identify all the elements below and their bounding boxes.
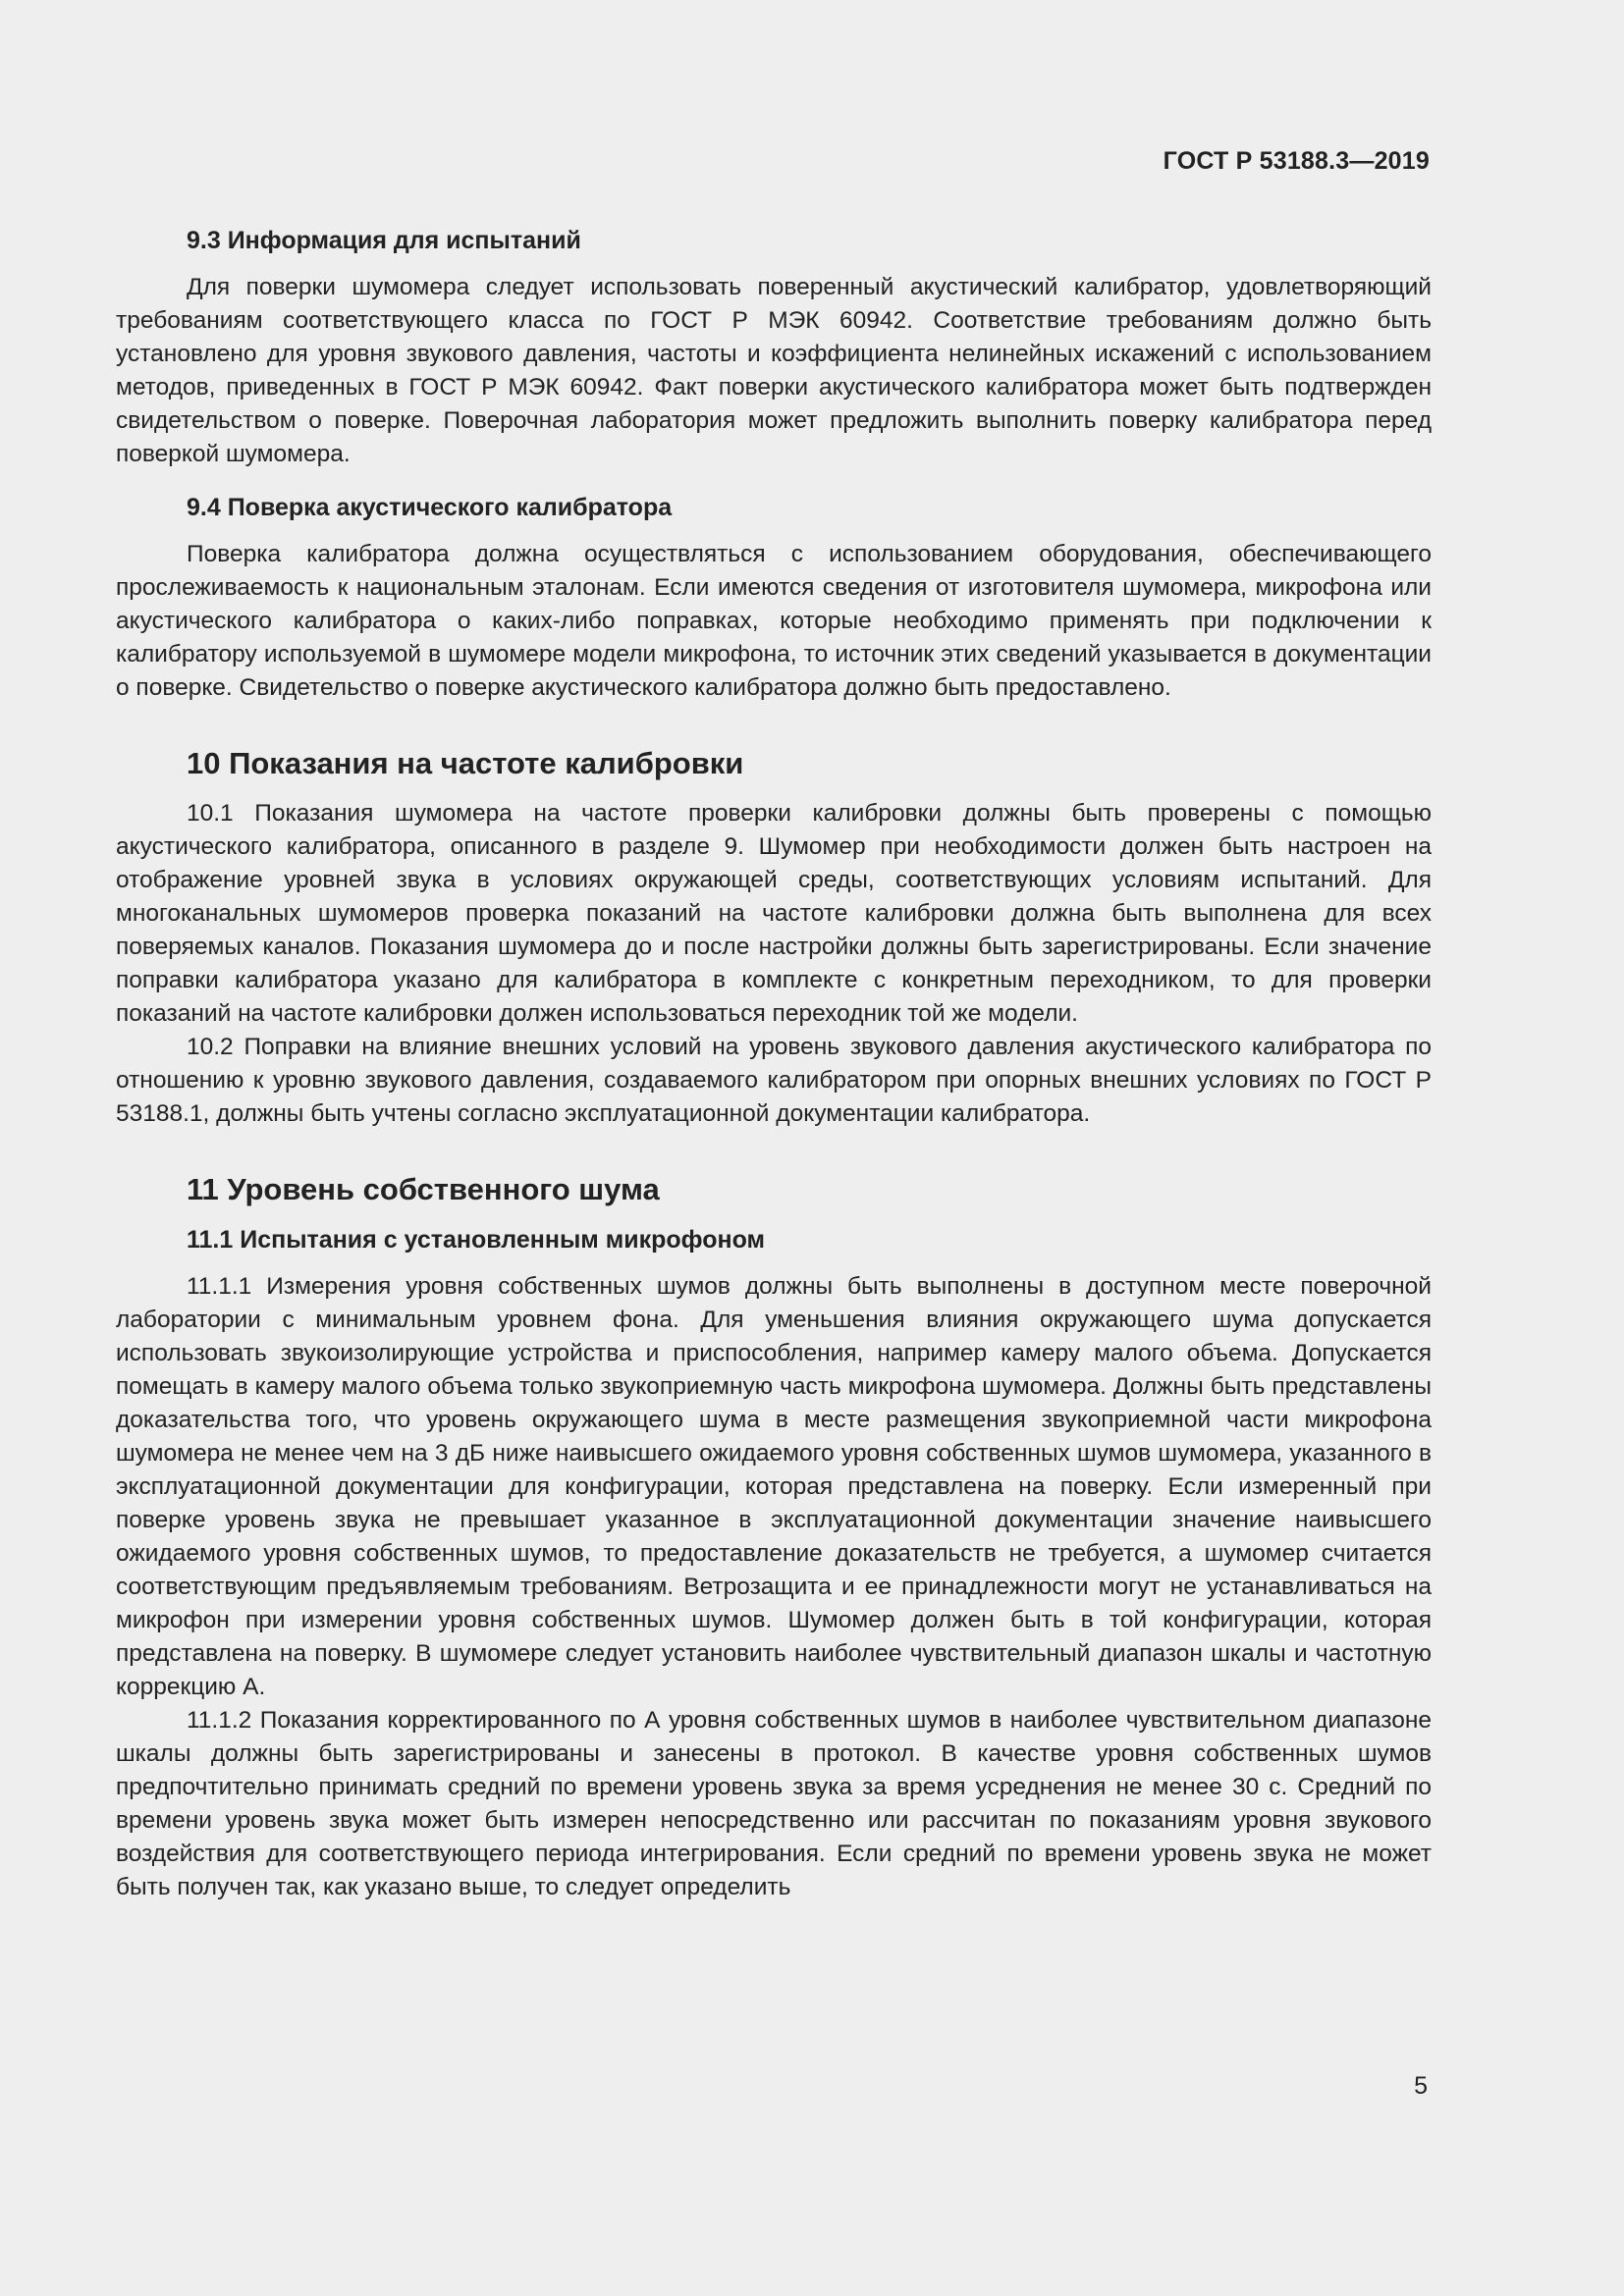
document-code-header: ГОСТ Р 53188.3—2019 <box>1163 147 1430 175</box>
document-body <box>116 224 1432 1904</box>
subsection-title-9-3: 9.3 Информация для испытаний <box>187 227 581 254</box>
paragraph-10-1: 10.1 Показания шумомера на частоте проверки калибровки должны быть проверены с помощью акустического калибратора, описанного в разделе 9. Шумомер при необходимости должен быть настроен на отображение уровней звука в условиях окружающей среды, соответствующих условиям испытаний. Для многоканальных шумомеров проверка показаний на частоте калибровки должна быть выполнена для всех поверяемых каналов. Показания шумомера до и после настройки должны быть зарегистрированы. Если значение поправки калибратора указано для калибратора в комплекте с конкретным переходником, то для проверки показаний на частоте калибровки должен использоваться переходник той же модели. <box>116 800 1432 1027</box>
subsection-title-11-1: 11.1 Испытания с установленным микрофоном <box>187 1226 766 1254</box>
paragraph-11-1-1: 11.1.1 Измерения уровня собственных шумов должны быть выполнены в доступном месте поверочной лаборатории с минимальным уровнем фона. Для уменьшения влияния окружающего шума допускается использовать звукоизолирующие устройства и приспособления, например камеру малого объема. Допускается помещать в камеру малого объема только звукоприемную часть микрофона шумомера. Должны быть представлены доказательства того, что уровень окружающего шума в месте размещения звукоприемной части микрофона шумомера не менее чем на 3 дБ ниже наивысшего ожидаемого уровня собственных шумов шумомера, указанного в эксплуатационной документации для конфигурации, которая представлена на поверку. Если измеренный при поверке уровень звука не превышает указанное в эксплуатационной документации значение наивысшего ожидаемого уровня собственных шумов, то предоставление доказательств не требуется, а шумомер считается соответствующим предъявляемым требованиям. Ветрозащита и ее принадлежности могут не устанавливаться на микрофон при измерении уровня собственных шумов. Шумомер должен быть в той конфигурации, которая представлена на поверку. В шумомере следует установить наиболее чувствительный диапазон шкалы и частотную коррекцию А. <box>116 1273 1432 1700</box>
subsection-title-9-4: 9.4 Поверка акустического калибратора <box>187 494 673 521</box>
paragraph-9-4: Поверка калибратора должна осуществляться с использованием оборудования, обеспечивающего прослеживаемость к национальным эталонам. Если имеются сведения от изготовителя шумомера, микрофона или акустического калибратора о каких-либо поправках, которые необходимо применять при подключении к калибратору используемой в шумомере модели микрофона, то источник этих сведений указывается в документации о поверке. Свидетельство о поверке акустического калибратора должно быть предоставлено. <box>116 541 1432 701</box>
paragraph-10-2: 10.2 Поправки на влияние внешних условий на уровень звукового давления акустического калибратора по отношению к уровню звукового давления, создаваемого калибратором при опорных внешних условиях по ГОСТ Р 53188.1, должны быть учтены согласно эксплуатационной документации калибратора. <box>116 1034 1432 1127</box>
page-number: 5 <box>1414 2072 1428 2100</box>
section-title-11: 11 Уровень собственного шума <box>187 1172 660 1206</box>
paragraph-9-3: Для поверки шумомера следует использовать поверенный акустический калибратор, удовлетворяющий требованиям соответствующего класса по ГОСТ Р МЭК 60942. Соответствие требованиям должно быть установлено для уровня звукового давления, частоты и коэффициента нелинейных искажений с использованием методов, приведенных в ГОСТ Р МЭК 60942. Факт поверки акустического калибратора может быть подтвержден свидетельством о поверке. Поверочная лаборатория может предложить выполнить поверку калибратора перед поверкой шумомера. <box>116 274 1432 467</box>
section-title-10: 10 Показания на частоте калибровки <box>187 746 744 780</box>
paragraph-11-1-2: 11.1.2 Показания корректированного по А уровня собственных шумов в наиболее чувствительном диапазоне шкалы должны быть зарегистрированы и занесены в протокол. В качестве уровня собственных шумов предпочтительно принимать средний по времени уровень звука за время усреднения не менее 30 с. Средний по времени уровень звука может быть измерен непосредственно или рассчитан по показаниям уровня звукового воздействия для соответствующего периода интегрирования. Если средний по времени уровень звука не может быть получен так, как указано выше, то следует определить <box>116 1707 1432 1900</box>
